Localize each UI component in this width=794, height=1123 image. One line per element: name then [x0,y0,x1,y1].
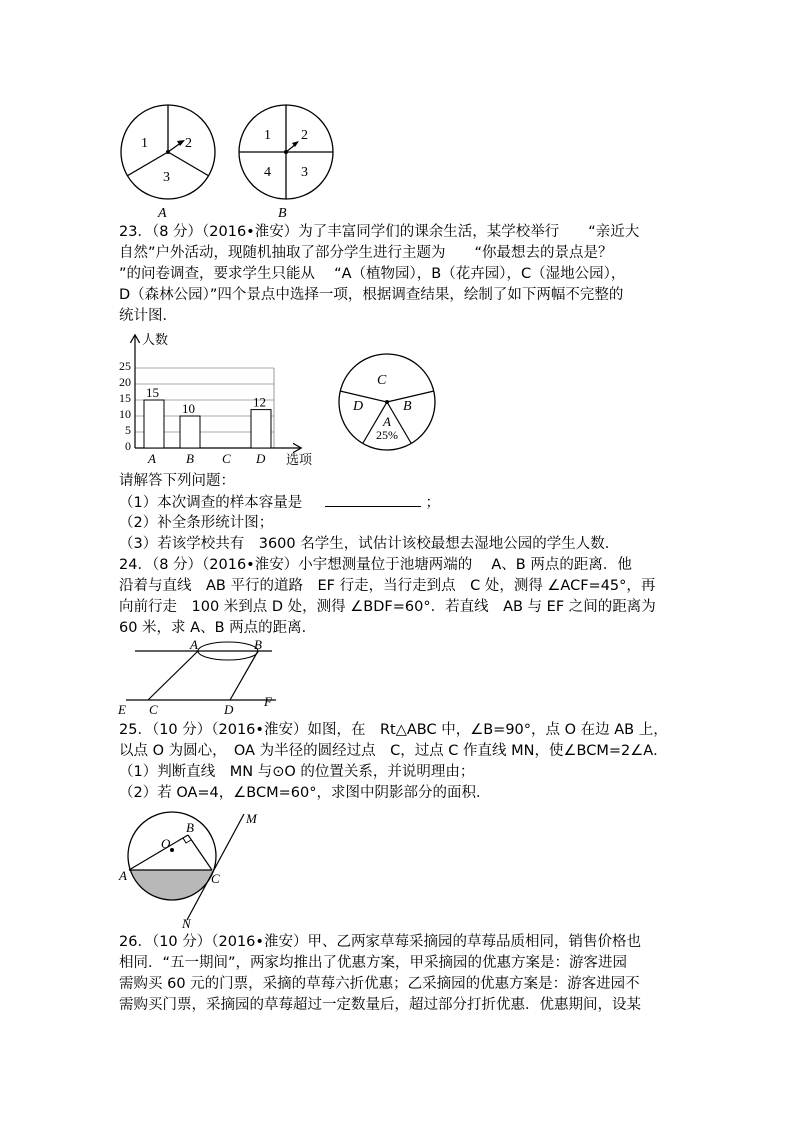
center-o [170,848,174,852]
spinner-a-center [166,150,170,154]
point-label: O [161,836,171,851]
q26-line: 相同．“五一期间”，两家均推出了优惠方案，甲采摘园的优惠方案是：游客进园 [119,955,628,971]
q25-line: 以点 O 为圆心， OA 为半径的圆经过点 C，过点 C 作直线 MN，使∠BCM=2∠A． [119,743,668,759]
bar-category-label: D [256,451,266,466]
bar-y-tick: 20 [119,375,131,389]
q26-line: 26．（10 分）（2016•淮安）甲、乙两家草莓采摘园的草莓品质相同，销售价格也 [119,934,641,950]
line-mn [187,814,244,920]
bar-d [251,410,271,448]
bar-value-label: 15 [146,385,159,400]
answer-blank [325,492,421,507]
bar-category-label: A [148,451,156,466]
pie-label-a: A [383,414,391,429]
point-label: A [119,868,127,883]
bar-chart-figure [116,330,326,470]
spinner-a-divider [168,152,209,176]
point-label: N [182,916,191,931]
bar-y-tick: 15 [119,391,131,405]
spinner-a-sector-label: 1 [141,136,148,151]
q23-part1-text: （1）本次调查的样本容量是 [119,495,303,511]
bar-y-tick: 25 [119,359,131,373]
q23-line: ”的问卷调查，要求学生只能从 “A（植物园），B（花卉园），C（湿地公园）， [119,266,626,282]
point-label: D [224,702,234,717]
bar-y-tick: 5 [125,423,131,437]
bar-chart [116,330,326,470]
bar-y-label: 人数 [142,332,169,347]
point-label: E [118,702,126,717]
spinner-b-sector-label: 4 [264,165,271,180]
right-angle-mark [183,838,191,843]
q23-part1-end: ； [425,495,440,511]
q23-line: D（森林公园）”四个景点中选择一项，根据调查结果，绘制了如下两幅不完整的 [119,287,624,303]
pie-label-d: D [353,399,364,414]
bar-y-tick: 0 [125,439,131,453]
spinner-b-caption: B [278,206,287,221]
bar-x-label: 选项 [286,452,313,467]
pie-label-b: B [403,399,412,414]
segment-ab [129,835,188,870]
q23-part2: （2）补全条形统计图； [119,515,274,531]
q23-intro: 请解答下列问题： [119,473,235,489]
shaded-region [116,870,266,930]
spinner-b-sector-label: 1 [264,128,271,143]
q24-line: 24．（8 分）（2016•淮安）小宇想测量位于池塘两端的 A、B 两点的距离．他 [119,557,632,573]
bar-b [180,416,200,448]
bar-a [144,400,164,448]
spinner-a-sector-label: 2 [185,136,192,151]
point-label: C [149,702,158,717]
spinner-b-sector-label: 2 [301,128,308,143]
pond-figure [116,638,286,718]
pie-chart [337,352,437,452]
bar-y-tick: 10 [119,407,131,421]
point-label: M [246,811,257,826]
q23-line: 统计图． [119,308,177,324]
q25-line: （1）判断直线 MN 与⊙O 的位置关系，并说明理由； [119,764,475,780]
point-label: B [186,820,194,835]
q24-line: 沿着与直线 AB 平行的道路 EF 行走，当行走到点 C 处，测得 ∠ACF=45°，再 [119,578,656,594]
q26-line: 需购买 60 元的门票，采摘的草莓六折优惠；乙采摘园的优惠方案是：游客进园不 [119,976,640,992]
q25-line: 25．（10 分）（2016•淮安）如图，在 Rt△ABC 中，∠B=90°，点 O 在边 AB 上， [119,722,668,738]
q23-part3: （3）若该学校共有 3600 名学生，试估计该校最想去湿地公园的学生人数． [119,536,620,552]
point-label: C [211,871,220,886]
point-label: B [254,637,262,652]
point-label: F [264,694,272,709]
spinner-a-divider [127,152,168,176]
point-label: A [190,637,198,652]
spinner-b-center [284,150,288,154]
pie-percent-a: 25% [376,428,398,442]
bar-category-label: C [222,451,231,466]
q25-line: （2）若 OA=4，∠BCM=60°，求图中阴影部分的面积． [119,785,491,801]
spinner-a-sector-label: 3 [163,170,170,185]
circle-tangent-figure [116,808,266,930]
q26-line: 需购买门票，采摘园的草莓超过一定数量后，超过部分打折优惠．优惠期间，设某 [119,997,641,1013]
segment-ac [148,651,198,700]
q23-part1 [119,492,440,514]
spinner-b-sector-label: 3 [301,165,308,180]
q24-line: 向前行走 100 米到点 D 处，测得 ∠BDF=60°．若直线 AB 与 EF 之间的距离为 [119,599,656,615]
q24-line: 60 米，求 A、B 两点的距离． [119,620,317,636]
segment-bc [188,835,212,870]
bar-value-label: 12 [253,394,266,410]
spinner-a-caption: A [158,206,167,221]
spinner-a-figure [118,102,218,220]
q23-line: 自然”户外活动，现随机抽取了部分学生进行主题为 “你最想去的景点是？ [119,245,613,261]
q23-line: 23．（8 分）（2016•淮安）为了丰富同学们的课余生活，某学校举行 “亲近大 [119,224,640,240]
bar-category-label: B [186,451,194,466]
bar-value-label: 10 [182,401,195,416]
pie-chart-figure [337,352,437,452]
pie-center [385,400,389,404]
pie-label-c: C [377,373,387,388]
pie-divider [340,391,387,402]
spinner-b-figure [236,102,336,220]
